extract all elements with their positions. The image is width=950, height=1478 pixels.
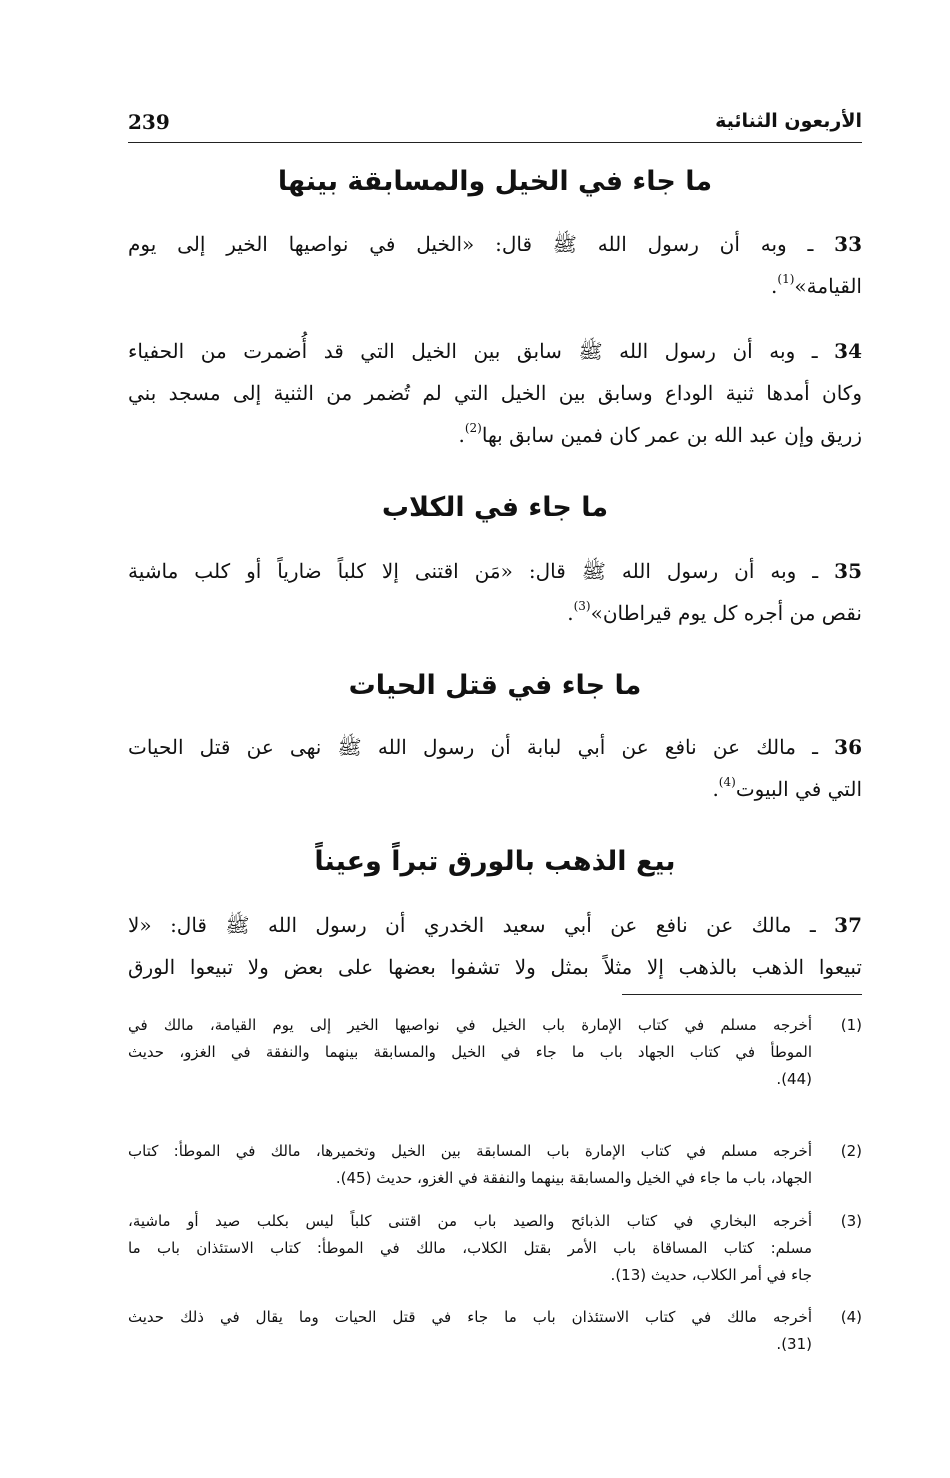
entry-number: 34 <box>834 339 863 363</box>
entry-number: 33 <box>834 232 862 256</box>
footnote-ref: (3) <box>573 599 591 613</box>
footnote-line: مسلم: كتاب المساقاة باب الأمر بقتل الكلاب، مالك في الموطأ: كتاب الاستئذان باب ما <box>128 1239 812 1257</box>
hadith-entry <box>128 726 862 810</box>
section-heading: ما جاء في الخيل والمسابقة بينها <box>277 166 713 197</box>
hadith-entry <box>128 904 862 988</box>
footnote-line: الجهاد، باب ما جاء في الخيل والمسابقة بينهما والنفقة في الغزو، حديث (45). <box>335 1169 812 1187</box>
footnote-marker: (1) <box>840 1016 862 1034</box>
entry-line: زريق وإن عبد الله بن عمر كان فمين سابق بها$^{(2)}$. <box>458 421 862 447</box>
entry-line: وكان أمدها ثنية الوداع وسابق بين الخيل التي لم تُضمر من الثنية إلى مسجد بني <box>128 381 862 405</box>
footnote <box>128 1304 862 1358</box>
footnote-line: أخرجه البخاري في كتاب الذبائح والصيد باب من اقتنى كلباً ليس بكلب صيد أو ماشية، <box>128 1212 812 1230</box>
running-title: الأربعون الثنائية <box>715 110 862 132</box>
section-heading: ما جاء في قتل الحيات <box>348 670 642 701</box>
section-heading: بيع الذهب بالورق تبراً وعيناً <box>314 846 676 877</box>
entry-line: 36 ـ مالك عن نافع عن أبي لبابة أن رسول الله ﷺ نهى عن قتل الحيات <box>128 735 863 759</box>
footnote-line: أخرجه مسلم في كتاب الإمارة باب المسابقة بين الخيل وتخميرها، مالك في الموطأ: كتاب <box>128 1142 812 1160</box>
footnote <box>128 1138 862 1192</box>
footnote-line: أخرجه مالك في كتاب الاستئذان باب ما جاء في قتل الحيات وما يقال في ذلك حديث <box>128 1308 812 1326</box>
footnote-line: أخرجه مسلم في كتاب الإمارة باب الخيل في نواصيها الخير إلى يوم القيامة، مالك في <box>128 1016 812 1034</box>
footnote-ref: (4) <box>718 775 736 789</box>
entry-line: القيامة»$^{(1)}$. <box>771 272 862 298</box>
footnote-separator <box>622 994 862 995</box>
hadith-entry <box>128 550 862 634</box>
entry-line: تبيعوا الذهب بالذهب إلا مثلاً بمثل ولا تشفوا بعضها على بعض ولا تبيعوا الورق <box>128 955 862 979</box>
entry-line: التي في البيوت$^{(4)}$. <box>712 775 862 801</box>
entry-number: 36 <box>834 735 863 759</box>
entry-line: 37 ـ مالك عن نافع عن أبي سعيد الخدري أن رسول الله ﷺ قال: «لا <box>128 913 863 937</box>
footnote-marker: (2) <box>840 1142 862 1160</box>
entry-line: نقص من أجره كل يوم قيراطان»$^{(3)}$. <box>567 599 862 625</box>
hadith-entry <box>128 223 862 307</box>
entry-line: 34 ـ وبه أن رسول الله ﷺ سابق بين الخيل التي قد أُضمرت من الحفياء <box>128 339 863 363</box>
footnote-line: جاء في أمر الكلاب، حديث (13). <box>610 1266 812 1284</box>
footnote-line: الموطأ في كتاب الجهاد باب ما جاء في الخيل والمسابقة بينهما والنفقة في الغزو، حديث <box>128 1043 812 1061</box>
entry-number: 35 <box>834 559 863 583</box>
footnote-ref: (1) <box>777 272 795 286</box>
page-number: 239 <box>128 110 170 134</box>
hadith-entry <box>128 330 862 456</box>
section-heading: ما جاء في الكلاب <box>381 492 609 523</box>
footnote-line: (44). <box>776 1070 812 1088</box>
footnote <box>128 1012 862 1093</box>
footnote-marker: (3) <box>840 1212 862 1230</box>
entry-line: 35 ـ وبه أن رسول الله ﷺ قال: «مَن اقتنى إلا كلباً ضارياً أو كلب ماشية <box>128 559 863 583</box>
footnote-marker: (4) <box>840 1308 862 1326</box>
running-header <box>128 102 862 143</box>
entry-number: 37 <box>834 913 863 937</box>
footnote-ref: (2) <box>464 421 482 435</box>
entry-line: 33 ـ وبه أن رسول الله ﷺ قال: «الخيل في نواصيها الخير إلى يوم <box>128 232 862 256</box>
footnote-line: (31). <box>776 1335 812 1353</box>
footnote <box>128 1208 862 1289</box>
